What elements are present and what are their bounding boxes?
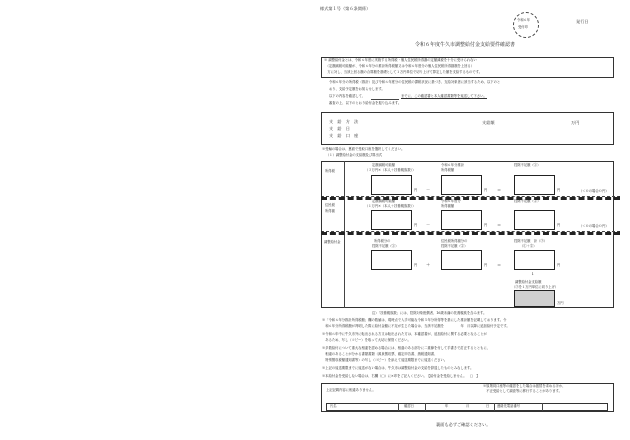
notice-line: 方に対し、当該上回る額の合算額を基礎として１万円単位で切り上げて算定した額を支給するものです。 [324,70,482,74]
plus-sign: ＋ [426,262,431,267]
stamp-line-2: 受付印 [518,25,528,29]
equals-sign: ＝ [497,187,502,192]
equals-sign: ＝ [497,262,502,267]
payment-box [321,112,614,145]
note-line: 相違のあることが分かる書類書類（源泉徴収票、確定申告書、納税通知書、 [322,352,438,356]
unit: 円 [414,263,418,267]
result-note: （③を１万円単位に切り上げ） [512,285,559,289]
confirmation-statement: 上記記載内容に相違ありません。 [326,388,376,392]
row-label-income-tax: 所得税 [325,169,335,173]
adjustment-header-1b: 控除不足額（①） [372,244,399,248]
note-line: ※「令和６年分推計所得税額」欄の数値は、現時点で入手可能な令和５年分所得等を基にした推計額を記載しております。令 [322,318,507,322]
unit: 円 [557,188,561,192]
minus-sign: － [426,222,431,227]
payment-method-label: 支 給 方 法 [329,119,359,124]
note-line: あるため、写し（コピー）を取って大切に保管ください。 [322,338,411,342]
zero-cap-note: （＜０の場合０円） [579,224,609,228]
month-label: 月 [466,404,470,408]
cell-divider [542,403,543,411]
minus-sign: － [426,187,431,192]
cell-divider [494,403,495,411]
row-divider [321,196,620,200]
year-label: 年 [445,404,449,408]
footer-reminder: 裏面も必ずご確認ください。 [436,422,491,427]
resident-tax-possible-box [371,210,412,230]
payment-amount-label: 支給額 [482,120,495,125]
row-divider [321,231,620,235]
unit: 円 [557,223,561,227]
calc-caption: （１）調整給付金の支給額及び算出式 [326,153,383,157]
cell-divider [398,403,399,411]
confirm-date-label: 確認日 [404,404,414,408]
issue-date-label: 発行日 [576,19,589,24]
equals-sign: ＝ [497,222,502,227]
row-label-resident-tax-2: 所得割 [325,209,335,213]
intro-line: おり、支給予定額をお知らせします。 [329,87,385,91]
note-line: ※令和６年中に牛久市外に転出される方又は転出された方は、本確認書が、追加給付に関する必要となることが [322,332,487,336]
notice-line: ※ 調整給付金とは、令和６年度に実施する所得税・個人住民税所得割の定額減税を十分に受けられない [324,58,477,62]
row-label-adjustment: 調整給付金 [324,240,341,244]
resident-tax-shortfall-box [514,210,555,230]
unit: 円 [414,223,418,227]
payment-date-label: 支 給 日 [329,126,350,131]
note-line: 特別徴収税額通知書等）の写し（コピー）を添えて返送期限までに返送ください。 [322,358,448,362]
confirmation-side-note: ※原則同口座等の確認をした場合は振替を求めるほか、 [483,384,566,388]
income-tax-header-2: 令和６年分推計 [441,163,465,167]
result-unit: 万円 [557,301,564,305]
resident-tax-header-2: 令和６年度分 [441,199,461,203]
resident-tax-header-2b: 所得割額 [441,204,455,208]
adjustment-header-1: 所得税分の [374,239,391,243]
notice-line: （定額減税可能額が、令和６年分の推計所得税額又は令和６年度分の個人住民税所得割額を上回る） [324,64,475,68]
adjustment-header-3: 控除不足額 計（③） [514,239,547,243]
unit: 円 [484,223,488,227]
income-tax-header-3: 控除不足額（①） [514,163,541,167]
unit: 円 [484,188,488,192]
unit: 円 [414,188,418,192]
unit: 円 [484,263,488,267]
income-tax-estimated-box [441,175,482,195]
stamp-line-1: 令和６年 [517,18,531,22]
calc-footnote: 注）「扶養親族数」には、控除対象配偶者、16歳未満の扶養親族を含みます。 [372,311,487,315]
cell-divider [425,403,426,411]
deadline-blank [371,99,399,100]
payment-amount-unit: 万円 [571,120,580,125]
resident-tax-header-1: 定額減税可能額 [372,199,396,203]
adjustment-resident-box [441,250,482,270]
payment-account-label: 支 給 口 座 [329,133,359,138]
income-tax-shortfall-box [514,175,555,195]
note-line: 和６年分所得税額が判明した際に給付金額に不足が生じた場合は、当該不足額を 年 月以降に追加給付予定です。 [322,324,510,328]
adjustment-header-2: 住民税所得割分の [441,239,468,243]
result-label: 調整給付金支給額 [515,280,542,284]
adjustment-income-box [371,250,412,270]
resident-tax-header-1b: （１万円×（本人＋扶養親族数）） [365,204,416,208]
arrow-down-icon: ↓ [531,271,535,276]
income-tax-header-1: 定額減税可能額 [372,163,396,167]
note-line: ※本給付金を受給しない場合は、右欄（□）に×印をご記入ください。【給付金を受給しません。 □ 】 [322,374,480,378]
income-tax-possible-box [371,175,412,195]
income-tax-header-2b: 所得税額 [441,168,455,172]
intro-line: 審査の上、以下のとおり給付金を振り込みます。 [329,101,402,105]
note-line: ※上記の返送期限までに返送がない場合は、牛久市は調整給付金の支給を辞退したものとみなします。 [322,366,474,370]
intro-line: 令和６年分の所得税（推計）及び令和６年度分の住民税の課税状況に基づき、支給対象者に該当するため、以下のと [329,80,501,84]
row-label-resident-tax: 住民税 [325,203,335,207]
unit: 円 [557,263,561,267]
resident-tax-header-3: 控除不足額（②） [514,199,541,203]
income-tax-header-1b: （３万円×（本人＋扶養親族数）） [365,168,416,172]
note-line: ※多数給付について重大な相違を認める場合には、相違のある部分に二重線を付して手書きで訂正するとともに、 [322,346,491,350]
deduction-note: ※受輸の場合は、裏面で受取口座を選択してください。 [322,147,405,151]
day-label: 日 [486,404,490,408]
resident-tax-amount-box [441,210,482,230]
adjustment-header-3b: （①＋②） [520,244,537,248]
zero-cap-note: （＜０の場合０円） [579,189,609,193]
document-title: 令和６年度牛久市調整給付金支給要件確認書 [415,42,516,48]
intro-line: 以下の内容を確認して、 [329,94,366,98]
adjustment-header-2b: 控除不足額（②） [441,244,468,248]
name-label: 氏名 [330,404,337,408]
adjustment-total-box [514,250,555,270]
form-number: 様式第１号（第６条関係） [320,6,371,11]
adjustment-result-box [514,290,555,307]
intro-line: までに、この確認書と本人確認書類等を返送して下さい。 [401,94,487,98]
confirmation-side-note: 不正受給として調査等に移行することがあります。 [483,389,562,393]
phone-label: 連絡先電話番号 [497,404,521,408]
